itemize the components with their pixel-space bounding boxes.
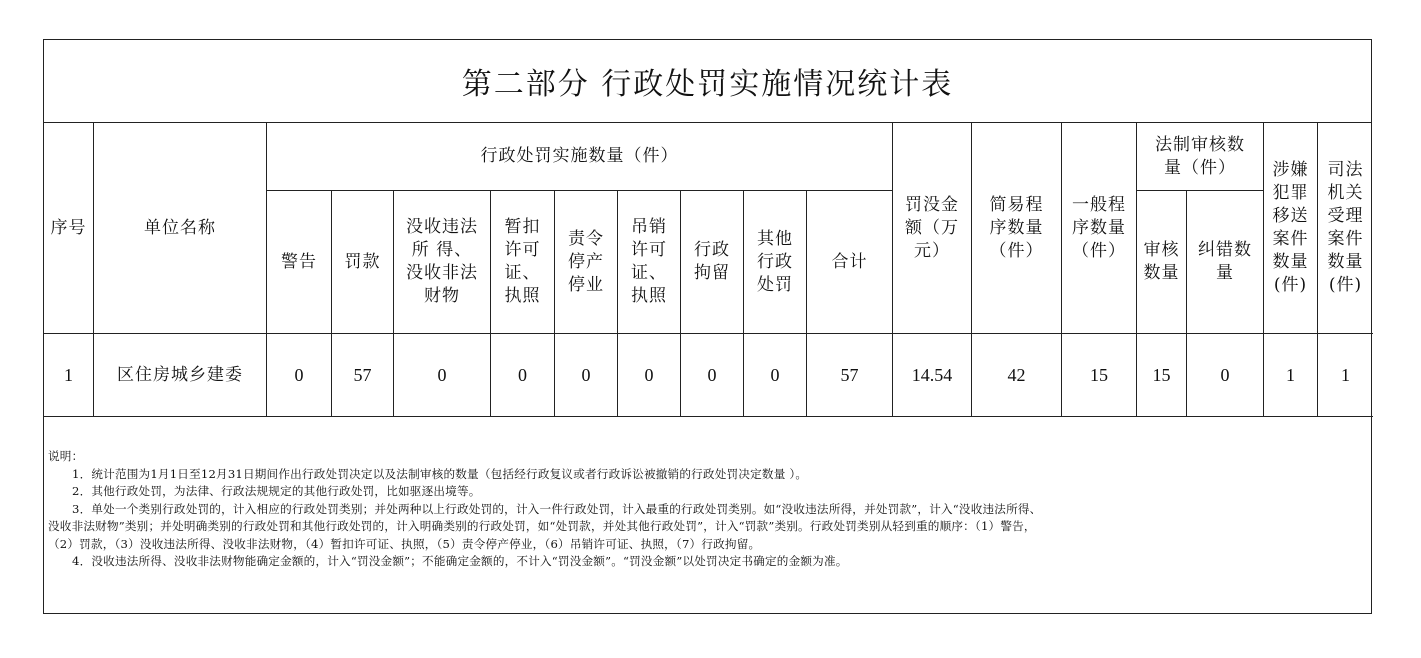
note-3-line-3: （2）罚款，（3）没收违法所得、没收非法财物，（4）暂扣许可证、执照，（5）责令停产停业，（6）吊销许可证、执照，（7）行政拘留。 (48, 536, 761, 551)
row-amount: 14.54 (893, 334, 972, 417)
header-confiscate: 没收违法所 得、没收非法财物 (394, 191, 491, 334)
header-suspend: 暂扣许可证、执照 (491, 191, 555, 334)
header-simple: 简易程序数量（件） (972, 123, 1062, 334)
note-2: 2．其他行政处罚，为法律、行政法规规定的其他行政处罚，比如驱逐出境等。 (72, 484, 481, 498)
header-judicial: 司法机关受理案件数量(件) (1318, 123, 1373, 334)
row-seq: 1 (44, 334, 94, 417)
note-3-line-2: 没收非法财物”类别；并处明确类别的行政处罚和其他行政处罚的，计入明确类别的行政处罚，如“处罚款，并处其他行政处罚”，计入“罚款”类别。行政处罚类别从轻到重的顺序：（1）警告， (48, 519, 1036, 533)
header-seq: 序号 (44, 123, 94, 334)
row-total: 57 (807, 334, 893, 417)
header-warning: 警告 (267, 191, 332, 334)
notes-section (48, 448, 1367, 571)
header-correction-count: 纠错数量 (1187, 191, 1264, 334)
row-suspend: 0 (491, 334, 555, 417)
header-revoke: 吊销许可证、执照 (618, 191, 681, 334)
note-3-line-1: 3．单处一个类别行政处罚的，计入相应的行政处罚类别；并处两种以上行政处罚的，计入一件行政处罚，计入最重的行政处罚类别。如“没收违法所得，并处罚款”，计入“没收违法所得、 (72, 501, 1042, 516)
header-general: 一般程序数量（件） (1062, 123, 1137, 334)
header-review-count: 审核数量 (1137, 191, 1187, 334)
row-crime-transfer: 1 (1264, 334, 1318, 417)
row-unit: 区住房城乡建委 (94, 334, 267, 417)
row-fine: 57 (332, 334, 394, 417)
row-review-count: 15 (1137, 334, 1187, 417)
header-fine: 罚款 (332, 191, 394, 334)
row-general: 15 (1062, 334, 1137, 417)
row-simple: 42 (972, 334, 1062, 417)
row-other: 0 (744, 334, 807, 417)
row-warning: 0 (267, 334, 332, 417)
row-judicial: 1 (1318, 334, 1373, 417)
row-confiscate: 0 (394, 334, 491, 417)
header-amount: 罚没金额（万元） (893, 123, 972, 334)
header-crime-transfer: 涉嫌犯罪移送案件数量(件) (1264, 123, 1318, 334)
notes-heading: 说明： (48, 449, 84, 463)
note-1: 1．统计范围为1月1日至12月31日期间作出行政处罚决定以及法制审核的数量（包括经行政复议或者行政诉讼被撤销的行政处罚决定数量 ）。 (72, 466, 808, 481)
row-revoke: 0 (618, 334, 681, 417)
header-order-stop: 责令停产停业 (555, 191, 618, 334)
table-title: 第二部分 行政处罚实施情况统计表 (44, 40, 1371, 123)
row-order-stop: 0 (555, 334, 618, 417)
header-detention: 行政拘留 (681, 191, 744, 334)
header-legal-review-group: 法制审核数量（件） (1137, 123, 1264, 191)
row-correction-count: 0 (1187, 334, 1264, 417)
statistics-table (43, 39, 1372, 614)
row-detention: 0 (681, 334, 744, 417)
note-4: 4．没收违法所得、没收非法财物能确定金额的，计入“罚没金额”；不能确定金额的，不计入“罚没金额”。“罚没金额”以处罚决定书确定的金额为准。 (72, 554, 848, 568)
header-other: 其他行政处罚 (744, 191, 807, 334)
header-total: 合计 (807, 191, 893, 334)
header-unit: 单位名称 (94, 123, 267, 334)
header-penalty-group: 行政处罚实施数量（件） (267, 123, 893, 191)
